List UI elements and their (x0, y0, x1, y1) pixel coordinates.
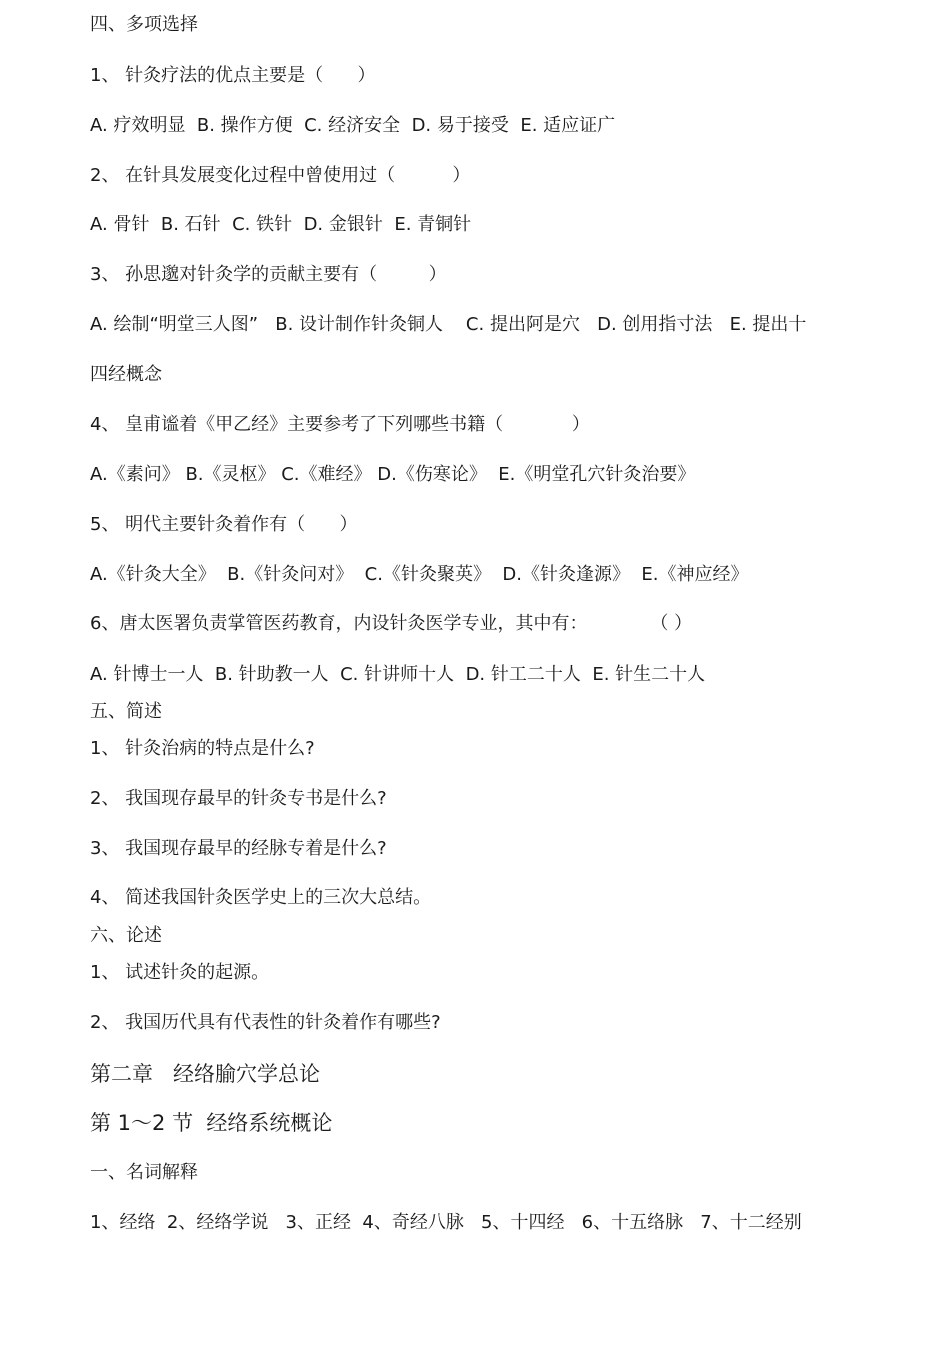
question-3: 3、 孙思邈对针灸学的贡献主要有（ ） (90, 264, 447, 285)
section-heading-essay: 六、论述 (90, 925, 162, 946)
question-1-options: A. 疗效明显 B. 操作方便 C. 经济安全 D. 易于接受 E. 适应证广 (90, 115, 616, 136)
question-5: 5、 明代主要针灸着作有（ ） (90, 514, 358, 535)
question-2: 2、 在针具发展变化过程中曾使用过（ ） (90, 165, 471, 186)
section-heading-short-answer: 五、简述 (90, 701, 162, 722)
short-answer-4: 4、 简述我国针灸医学史上的三次大总结。 (90, 887, 432, 908)
question-4: 4、 皇甫谧着《甲乙经》主要参考了下列哪些书籍（ ） (90, 414, 590, 435)
question-5-options: A.《针灸大全》 B.《针灸问对》 C.《针灸聚英》 D.《针灸逢源》 E.《神应经》 (90, 564, 749, 585)
question-2-options: A. 骨针 B. 石针 C. 铁针 D. 金银针 E. 青铜针 (90, 214, 472, 235)
question-4-options: A.《素问》 B.《灵枢》 C.《难经》 D.《伤寒论》 E.《明堂孔穴针灸治要》 (90, 464, 696, 485)
short-answer-3: 3、 我国现存最早的经脉专着是什么? (90, 838, 387, 859)
section-title: 第 1～2 节 经络系统概论 (90, 1111, 333, 1135)
chapter-title: 第二章 经络腧穴学总论 (90, 1062, 321, 1086)
section-heading-multi-choice: 四、多项选择 (90, 14, 198, 35)
terms-heading: 一、名词解释 (90, 1162, 198, 1183)
question-3-options-line2: 四经概念 (90, 364, 162, 385)
question-6: 6、唐太医署负责掌管医药教育，内设针灸医学专业，其中有： （ ） (90, 613, 693, 634)
question-3-options-line1: A. 绘制“明堂三人图” B. 设计制作针灸铜人 C. 提出阿是穴 D. 创用指寸法 E. 提出十 (90, 314, 807, 335)
short-answer-2: 2、 我国现存最早的针灸专书是什么? (90, 788, 387, 809)
question-6-options: A. 针博士一人 B. 针助教一人 C. 针讲师十人 D. 针工二十人 E. 针生二十人 (90, 664, 706, 685)
essay-2: 2、 我国历代具有代表性的针灸着作有哪些? (90, 1012, 441, 1033)
essay-1: 1、 试述针灸的起源。 (90, 962, 270, 983)
terms-list: 1、经络 2、经络学说 3、正经 4、奇经八脉 5、十四经 6、十五络脉 7、十二经别 (90, 1212, 802, 1233)
short-answer-1: 1、 针灸治病的特点是什么? (90, 738, 315, 759)
question-1: 1、 针灸疗法的优点主要是（ ） (90, 65, 376, 86)
